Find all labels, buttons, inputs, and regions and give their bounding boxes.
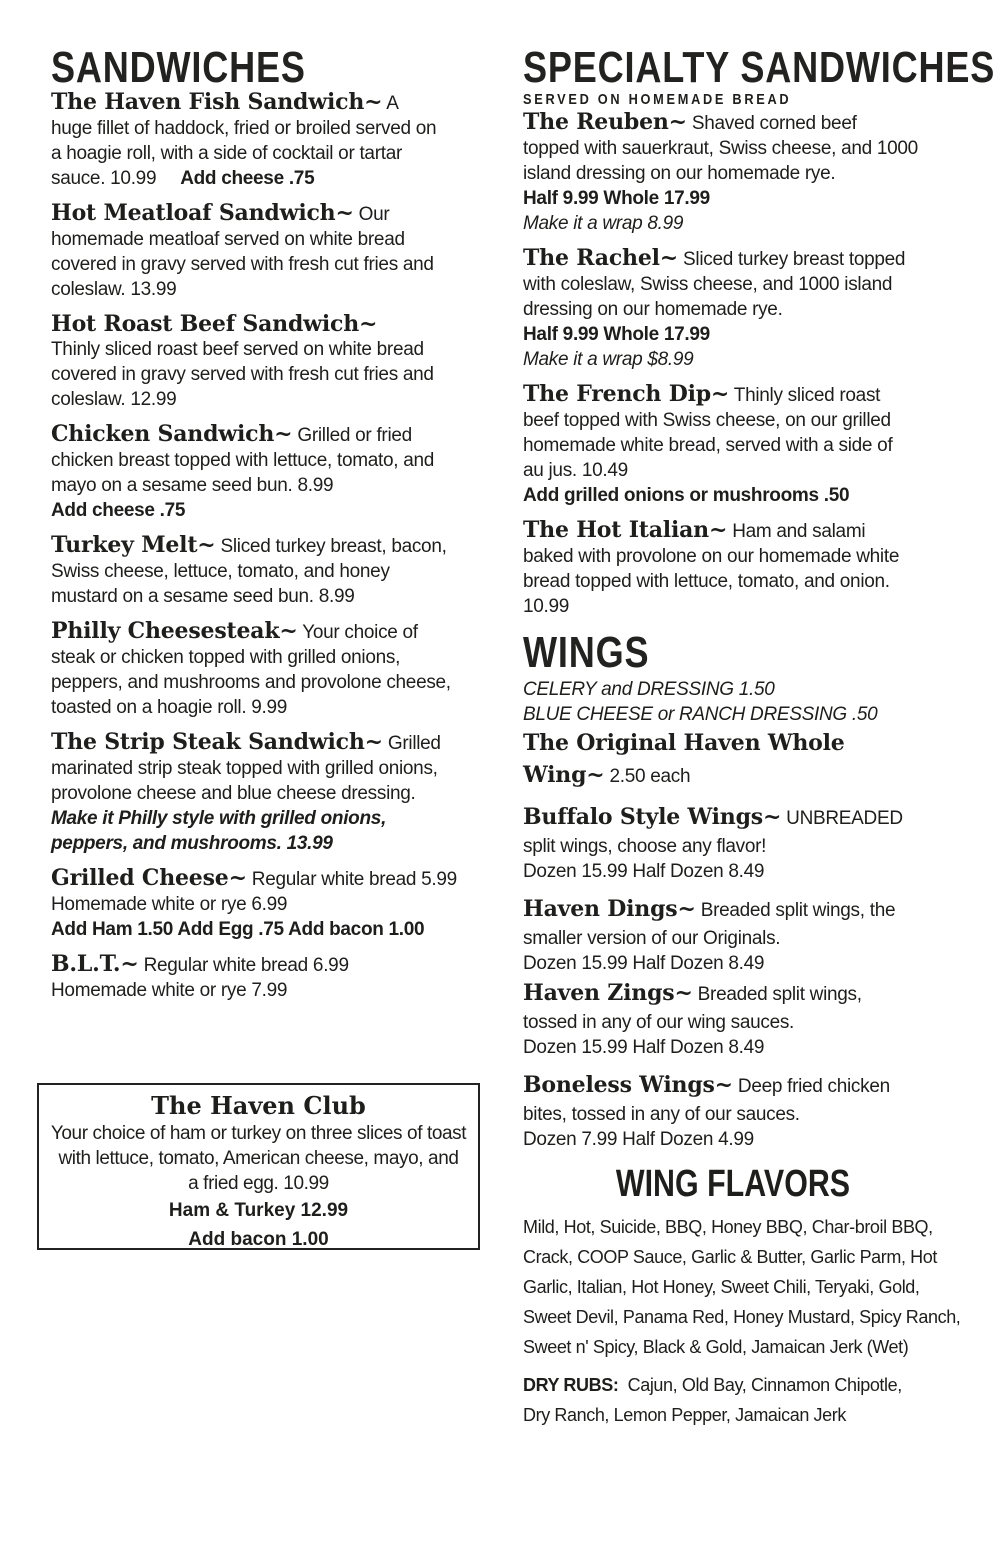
item-price: Dozen 15.99 Half Dozen 8.49 [523,1037,765,1058]
item-name: The Original Haven Whole [523,730,845,756]
club-addon: Add bacon 1.00 [188,1229,329,1250]
menu-item-haven-dings [523,894,963,976]
menu-item-roast-beef-sandwich [51,312,491,412]
item-addon: Add grilled onions or mushrooms .50 [523,485,850,506]
menu-item-fish-sandwich [51,90,491,191]
item-desc: Grilled [382,733,441,754]
item-price: Dozen 15.99 Half Dozen 8.49 [523,861,765,882]
wings-heading: WINGS [523,628,650,677]
haven-club-box [37,1083,480,1250]
wings-side-dressing: BLUE CHEESE or RANCH DRESSING .50 [523,704,878,725]
item-price: Dozen 7.99 Half Dozen 4.99 [523,1129,754,1150]
item-desc-line: baked with provolone on our homemade white [523,546,900,567]
dry-rubs-list: Cajun, Old Bay, Cinnamon Chipotle, [618,1375,902,1395]
item-desc-line: 10.99 [523,596,570,617]
item-name: Wing~ [523,762,605,788]
item-desc: Our [353,204,390,225]
item-addon: Add cheese .75 [51,500,186,521]
item-desc-line: steak or chicken topped with grilled onions, [51,647,401,668]
menu-item-meatloaf-sandwich [51,201,491,302]
menu-item-turkey-melt [51,533,491,609]
item-desc: Deep fried chicken [732,1076,890,1097]
item-name: Hot Meatloaf Sandwich~ [51,200,354,226]
item-name: The Rachel~ [523,245,679,271]
menu-item-french-dip [523,382,963,508]
item-desc-line: a hoagie roll, with a side of cocktail or tartar [51,143,402,164]
dry-rubs-line [523,1370,963,1400]
item-name: The French Dip~ [523,381,730,407]
item-addon: Add cheese .75 [180,168,315,189]
item-addon: Add Ham 1.50 Add Egg .75 Add bacon 1.00 [51,919,425,940]
item-desc: Regular white bread 6.99 [138,955,349,976]
item-price: Half 9.99 Whole 17.99 [523,324,710,345]
item-desc-line: smaller version of our Originals. [523,928,781,949]
item-option: peppers, and mushrooms. 13.99 [51,833,333,854]
flavor-line: Sweet Devil, Panama Red, Honey Mustard, Spicy Ranch, [523,1307,961,1327]
item-desc-line: provolone cheese and blue cheese dressing. [51,783,416,804]
menu-item-philly-cheesesteak [51,619,491,720]
item-desc: Breaded split wings, [692,984,862,1005]
item-desc-line: marinated strip steak topped with grilled onions, [51,758,438,779]
item-desc: Grilled or fried [292,425,412,446]
club-title: The Haven Club [151,1091,366,1120]
item-desc-line: coleslaw. 12.99 [51,389,177,410]
menu-item-boneless-wings [523,1070,963,1152]
specialty-sandwiches-heading: SPECIALTY SANDWICHES [523,43,996,92]
item-desc-line: with coleslaw, Swiss cheese, and 1000 island [523,274,893,295]
menu-item-rachel [523,246,963,372]
flavor-line: Garlic, Italian, Hot Honey, Sweet Chili, Teryaki, Gold, [523,1277,920,1297]
item-price: 2.50 each [604,766,691,787]
menu-item-haven-zings [523,978,963,1060]
item-desc-line: island dressing on our homemade rye. [523,163,836,184]
item-desc-line: Swiss cheese, lettuce, tomato, and honey [51,561,390,582]
item-desc-line: tossed in any of our wing sauces. [523,1012,795,1033]
sandwiches-heading: SANDWICHES [51,43,306,92]
item-name: The Haven Fish Sandwich~ [51,89,383,115]
menu-item-original-whole-wing [523,727,963,792]
club-desc-line: Your choice of ham or turkey on three slices of toast [50,1123,467,1144]
item-name: The Reuben~ [523,109,687,135]
dry-rubs-label: DRY RUBS: [523,1375,619,1395]
item-desc-line: bites, tossed in any of our sauces. [523,1104,800,1125]
item-desc-line: bread topped with lettuce, tomato, and onion. [523,571,890,592]
item-desc: Sliced turkey breast topped [678,249,906,270]
item-desc: Sliced turkey breast, bacon, [215,536,447,557]
menu-item-buffalo-wings [523,802,963,884]
item-desc-line: mayo on a sesame seed bun. 8.99 [51,475,334,496]
item-desc-line: Homemade white or rye 6.99 [51,894,288,915]
item-price: Dozen 15.99 Half Dozen 8.49 [523,953,765,974]
item-desc-line: homemade white bread, served with a side of [523,435,893,456]
item-desc-line: huge fillet of haddock, fried or broiled served on [51,118,437,139]
club-desc-line: a fried egg. 10.99 [188,1173,329,1194]
item-desc-line: chicken breast topped with lettuce, tomato, and [51,450,435,471]
item-desc-line: split wings, choose any flavor! [523,836,767,857]
menu-item-blt [51,952,491,1003]
club-price: Ham & Turkey 12.99 [168,1200,349,1221]
club-desc-line: with lettuce, tomato, American cheese, mayo, and [58,1148,459,1169]
menu-item-strip-steak-sandwich [51,730,491,856]
item-price: Half 9.99 Whole 17.99 [523,188,710,209]
menu-item-hot-italian [523,518,963,619]
item-name: Turkey Melt~ [51,532,216,558]
menu-item-chicken-sandwich [51,422,491,523]
item-name: Haven Dings~ [523,896,696,922]
menu-item-grilled-cheese [51,866,491,942]
item-desc: Breaded split wings, the [695,900,896,921]
item-name: B.L.T.~ [51,951,139,977]
flavor-line: Sweet n' Spicy, Black & Gold, Jamaican Jerk (Wet) [523,1337,909,1357]
item-name: Chicken Sandwich~ [51,421,293,447]
item-desc: A [382,93,399,114]
item-desc: Shaved corned beef [686,113,857,134]
dry-rubs-list-2: Dry Ranch, Lemon Pepper, Jamaican Jerk [523,1405,846,1425]
item-desc-line: beef topped with Swiss cheese, on our grilled [523,410,891,431]
item-desc-line: toasted on a hoagie roll. 9.99 [51,697,288,718]
item-desc: Ham and salami [727,521,866,542]
item-desc-line: topped with sauerkraut, Swiss cheese, and 1000 [523,138,918,159]
item-desc-line: Homemade white or rye 7.99 [51,980,288,1001]
wings-side-celery: CELERY and DRESSING 1.50 [523,679,775,700]
sandwiches-column [51,44,491,1013]
item-price: sauce. 10.99 [51,168,157,189]
flavor-line: Crack, COOP Sauce, Garlic & Butter, Garlic Parm, Hot [523,1247,937,1267]
item-desc-line: homemade meatloaf served on white bread [51,229,405,250]
item-desc-line: mustard on a sesame seed bun. 8.99 [51,586,355,607]
item-name: Buffalo Style Wings~ [523,804,782,830]
item-name: The Hot Italian~ [523,517,728,543]
item-desc: Regular white bread 5.99 [246,869,457,890]
item-option: Make it a wrap 8.99 [523,213,684,234]
item-desc-line: peppers, and mushrooms and provolone cheese, [51,672,451,693]
item-name: Grilled Cheese~ [51,865,247,891]
item-desc-line: coleslaw. 13.99 [51,279,177,300]
item-desc-line: dressing on our homemade rye. [523,299,783,320]
item-name: Hot Roast Beef Sandwich~ [51,311,378,337]
wing-flavors-heading: WING FLAVORS [615,1163,851,1205]
specialty-column [523,43,996,1430]
item-option: Make it Philly style with grilled onions, [51,808,387,829]
item-desc: Thinly sliced roast [729,385,881,406]
specialty-subtitle: SERVED ON HOMEMADE BREAD [523,91,792,108]
flavor-line: Mild, Hot, Suicide, BBQ, Honey BBQ, Char-broil BBQ, [523,1217,933,1237]
item-name: Boneless Wings~ [523,1072,733,1098]
item-desc-line: covered in gravy served with fresh cut fries and [51,254,434,275]
item-desc-line: Thinly sliced roast beef served on white bread [51,339,424,360]
item-desc: UNBREADED [781,808,903,829]
item-desc: Your choice of [297,622,418,643]
menu-item-reuben [523,110,963,236]
item-name: Haven Zings~ [523,980,693,1006]
item-name: The Strip Steak Sandwich~ [51,729,383,755]
item-option: Make it a wrap $8.99 [523,349,694,370]
item-name: Philly Cheesesteak~ [51,618,298,644]
item-desc-line: covered in gravy served with fresh cut fries and [51,364,434,385]
item-desc-line: au jus. 10.49 [523,460,628,481]
